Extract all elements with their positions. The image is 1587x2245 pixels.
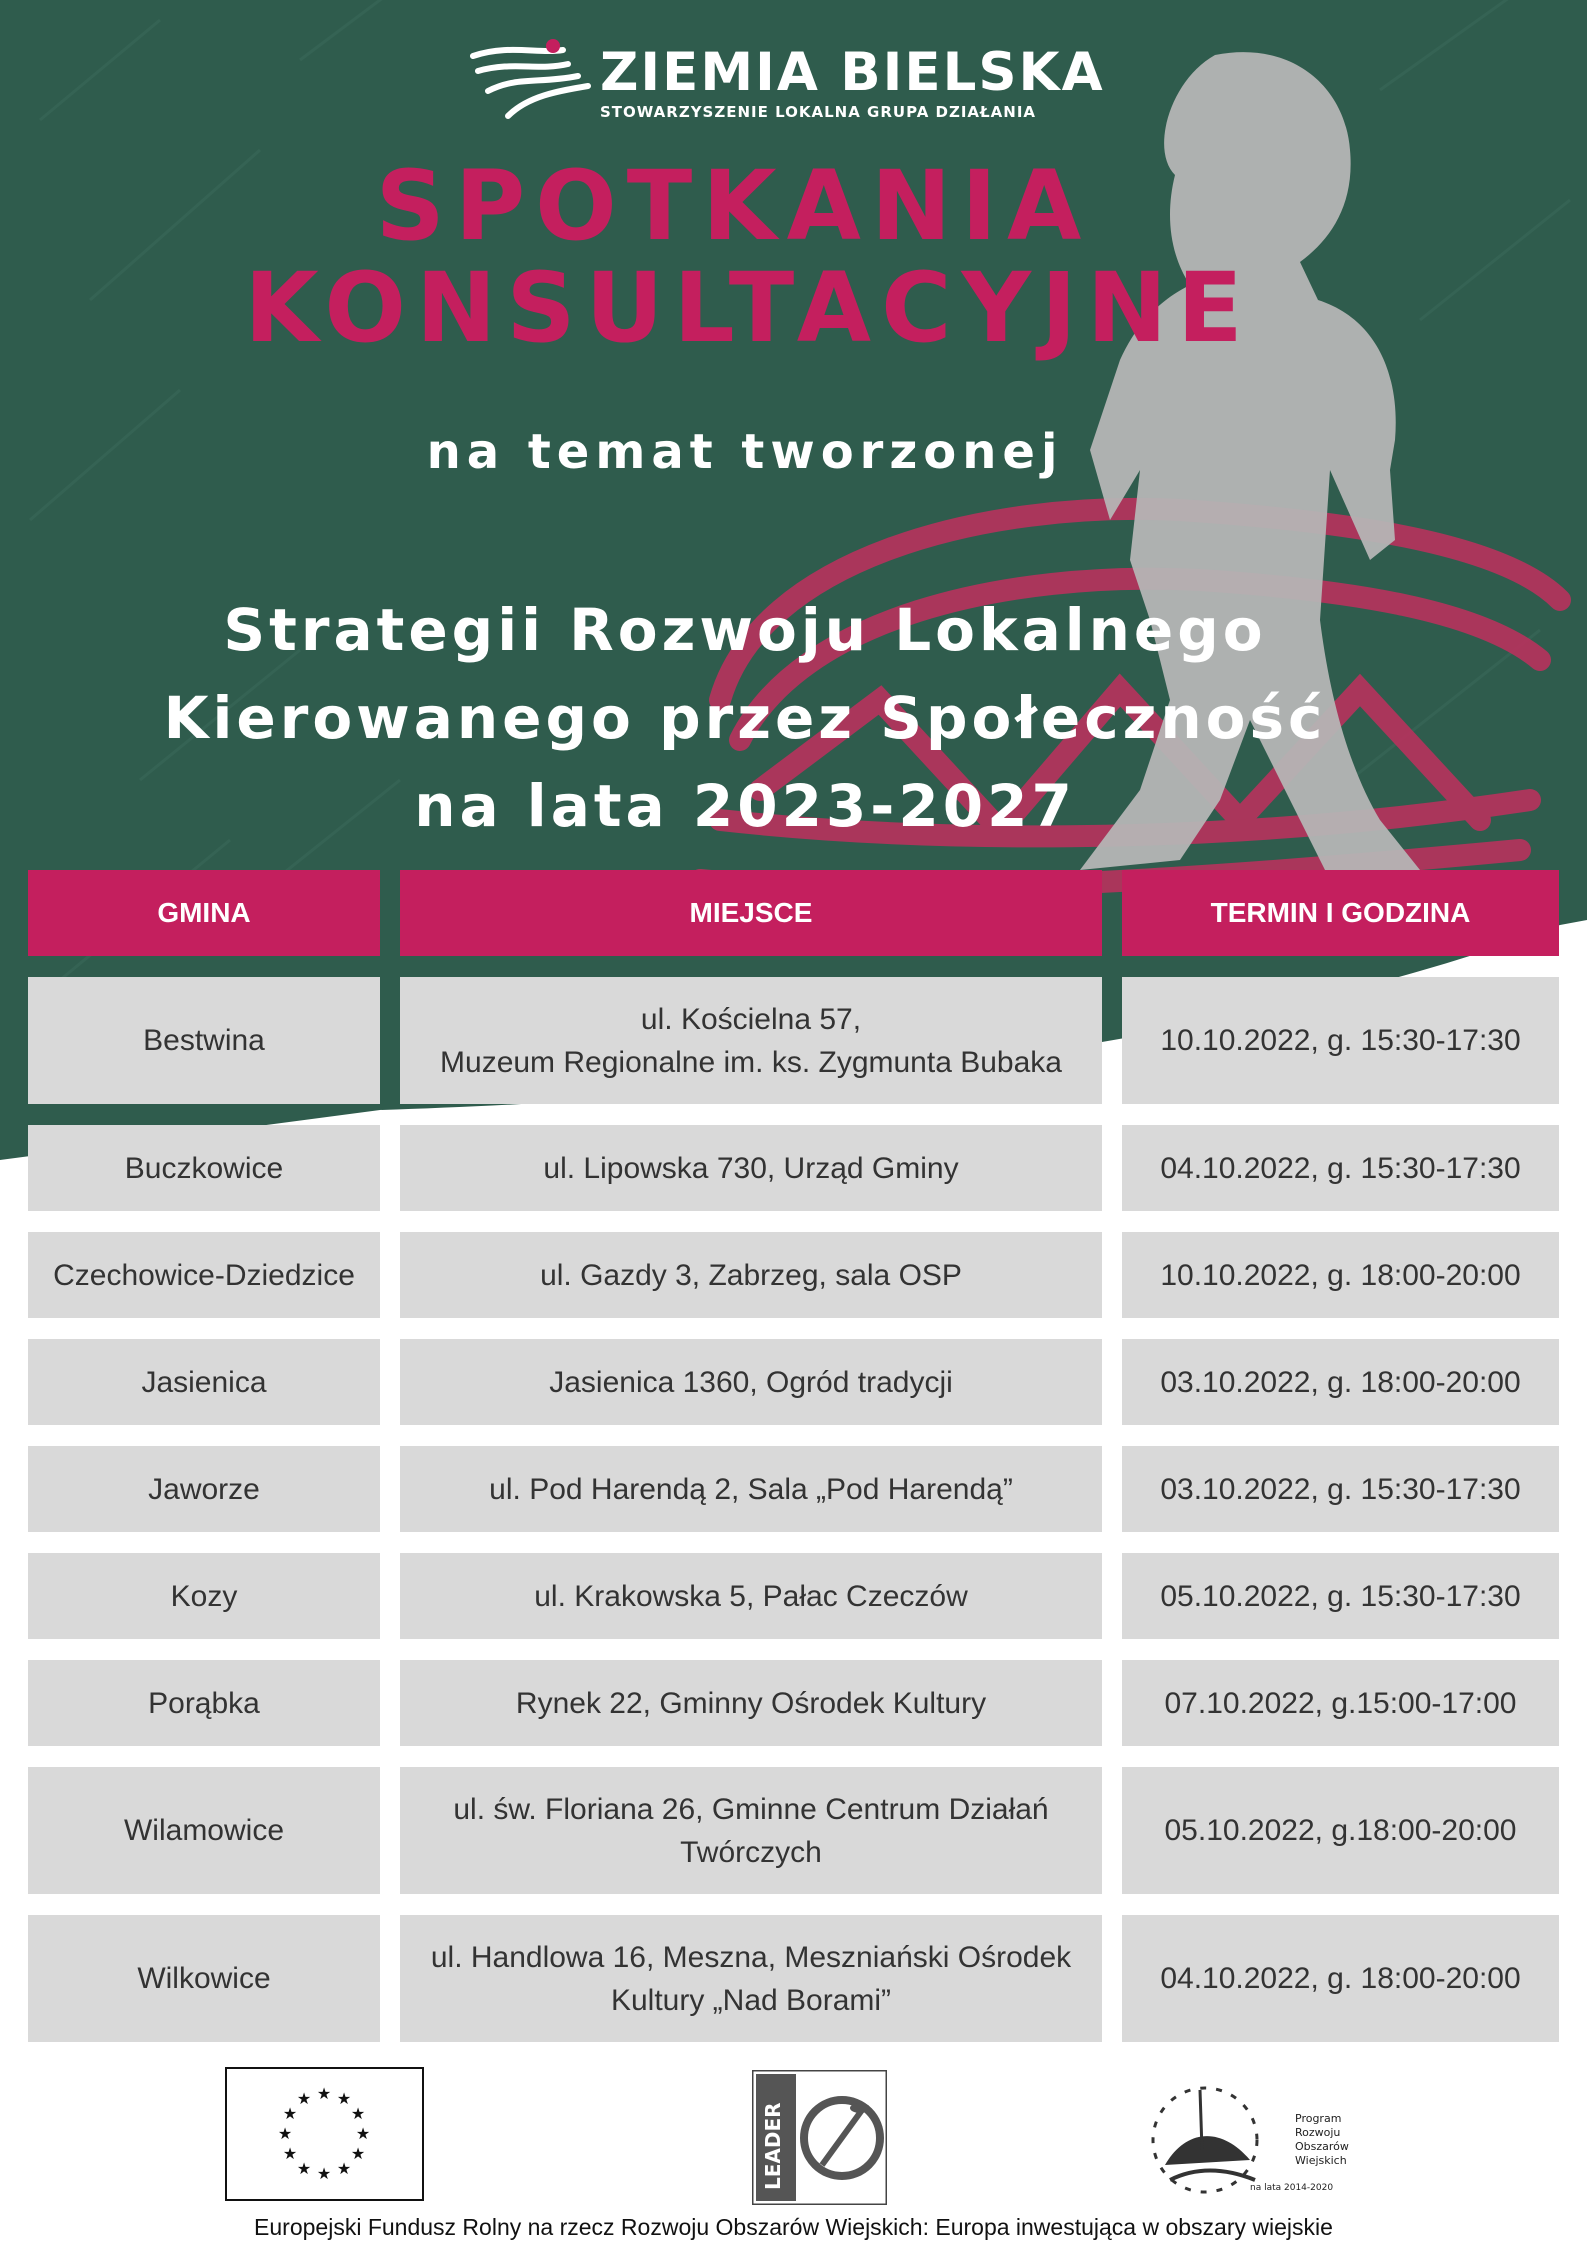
table-row-termin: 03.10.2022, g. 15:30-17:30 xyxy=(1122,1446,1559,1532)
table-row-gmina: Czechowice-Dziedzice xyxy=(28,1232,380,1318)
table-row-gmina: Bestwina xyxy=(28,977,380,1104)
prow-line-1: Program xyxy=(1295,2112,1342,2125)
svg-text:★: ★ xyxy=(282,2144,298,2163)
svg-text:★: ★ xyxy=(282,2104,298,2123)
table-row-gmina: Kozy xyxy=(28,1553,380,1639)
svg-text:★: ★ xyxy=(296,2159,312,2178)
miejsce-line-1: ul. Handlowa 16, Meszna, Meszniański Ośrodek xyxy=(430,1940,1072,1974)
prow-logo xyxy=(1140,2070,1370,2205)
logo-tagline: STOWARZYSZENIE LOKALNA GRUPA DZIAŁANIA xyxy=(600,103,1037,121)
table-row-gmina: Jaworze xyxy=(28,1446,380,1532)
table-row-gmina: Wilamowice xyxy=(28,1767,380,1894)
svg-text:★: ★ xyxy=(336,2159,352,2178)
table-row-miejsce: ul. Krakowska 5, Pałac Czeczów xyxy=(400,1553,1102,1639)
miejsce-line-1: ul. św. Floriana 26, Gminne Centrum Działań xyxy=(453,1792,1049,1826)
svg-text:★: ★ xyxy=(296,2089,312,2108)
title-line-1: SPOTKANIA xyxy=(375,150,1092,262)
svg-text:★: ★ xyxy=(355,2124,371,2143)
table-row-termin: 05.10.2022, g. 15:30-17:30 xyxy=(1122,1553,1559,1639)
table-row-termin: 07.10.2022, g.15:00-17:00 xyxy=(1122,1660,1559,1746)
ziemia-bielska-logo-icon xyxy=(468,36,593,126)
footer-text: Europejski Fundusz Rolny na rzecz Rozwoju Obszarów Wiejskich: Europa inwestująca w obszary wiejskie xyxy=(254,2214,1333,2240)
svg-text:★: ★ xyxy=(316,2164,332,2183)
table-row-miejsce: Jasienica 1360, Ogród tradycji xyxy=(400,1339,1102,1425)
miejsce-line-2: Twórczych xyxy=(680,1835,822,1869)
leader-text: LEADER xyxy=(761,2102,785,2190)
table-row-gmina: Buczkowice xyxy=(28,1125,380,1211)
table-row-miejsce xyxy=(400,1915,1102,2042)
table-row-termin: 05.10.2022, g.18:00-20:00 xyxy=(1122,1767,1559,1894)
eu-stars-icon xyxy=(227,2069,422,2199)
prow-line-2: Rozwoju xyxy=(1295,2126,1341,2139)
miejsce-line-1: ul. Kościelna 57, xyxy=(640,1002,862,1036)
table-row-termin: 03.10.2022, g. 18:00-20:00 xyxy=(1122,1339,1559,1425)
table-row-termin: 04.10.2022, g. 18:00-20:00 xyxy=(1122,1915,1559,2042)
strategy-line-3: na lata 2023-2027 xyxy=(414,772,1076,840)
prow-line-3: Obszarów xyxy=(1295,2140,1349,2153)
header-gmina: GMINA xyxy=(28,870,380,956)
table-row-miejsce: ul. Gazdy 3, Zabrzeg, sala OSP xyxy=(400,1232,1102,1318)
header-termin: TERMIN I GODZINA xyxy=(1122,870,1559,956)
table-row-gmina: Porąbka xyxy=(28,1660,380,1746)
strategy-title xyxy=(0,586,1490,850)
svg-text:★: ★ xyxy=(350,2144,366,2163)
svg-text:★: ★ xyxy=(336,2089,352,2108)
subtitle: na temat tworzonej xyxy=(426,424,1064,480)
table-row-termin: 10.10.2022, g. 18:00-20:00 xyxy=(1122,1232,1559,1318)
miejsce-line-2: Kultury „Nad Borami” xyxy=(610,1983,892,2017)
table-row-miejsce: Rynek 22, Gminny Ośrodek Kultury xyxy=(400,1660,1102,1746)
svg-text:★: ★ xyxy=(350,2104,366,2123)
miejsce-line-2: Muzeum Regionalne im. ks. Zygmunta Bubaka xyxy=(440,1045,1062,1079)
table-row-miejsce xyxy=(400,1767,1102,1894)
eu-flag-logo xyxy=(225,2067,424,2201)
table-row-gmina: Jasienica xyxy=(28,1339,380,1425)
table-row-miejsce xyxy=(400,977,1102,1104)
strategy-line-2: Kierowanego przez Społeczność xyxy=(163,684,1327,752)
svg-text:★: ★ xyxy=(316,2084,332,2103)
svg-text:★: ★ xyxy=(277,2124,293,2143)
table-row-termin: 10.10.2022, g. 15:30-17:30 xyxy=(1122,977,1559,1104)
table-row-miejsce: ul. Pod Harendą 2, Sala „Pod Harendą” xyxy=(400,1446,1102,1532)
header-miejsce: MIEJSCE xyxy=(400,870,1102,956)
table-row-termin: 04.10.2022, g. 15:30-17:30 xyxy=(1122,1125,1559,1211)
strategy-line-1: Strategii Rozwoju Lokalnego xyxy=(223,596,1267,664)
logo-name: ZIEMIA BIELSKA xyxy=(600,42,1105,103)
table-row-gmina: Wilkowice xyxy=(28,1915,380,2042)
prow-line-4: Wiejskich xyxy=(1295,2154,1347,2167)
table-row-miejsce: ul. Lipowska 730, Urząd Gminy xyxy=(400,1125,1102,1211)
prow-line-5: na lata 2014-2020 xyxy=(1250,2183,1334,2193)
title-line-2: KONSULTACYJNE xyxy=(244,252,1253,364)
leader-logo xyxy=(752,2070,887,2205)
